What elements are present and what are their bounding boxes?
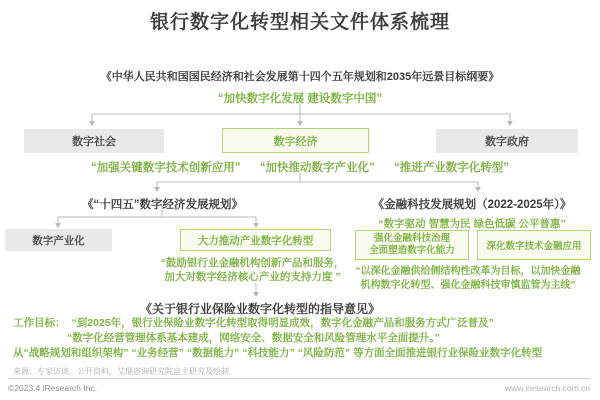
quote-industry-digitalization: “推进产业数字化转型” (393, 162, 509, 174)
quote-encourage-banks (130, 256, 375, 284)
quote-fintech-principles: “数字驱动 智慧为民 绿色低碳 公平普惠” (378, 218, 566, 230)
box-digital-industrialization: 数字产业化 (5, 229, 112, 251)
work-target-line2: “数字化经营管理体系基本建成，网络安全、数据安全和风险管理水平全面提升。” (67, 332, 440, 344)
doc-title-fintech-plan: 《金融科技发展规划（2022-2025年）》 (372, 199, 572, 211)
quote-digital-industrialization: “加快推动数字产业化” (259, 162, 375, 174)
doc-title-digital-economy-plan: 《“十四五”数字经济发展规划》 (82, 199, 243, 211)
source-note: 来源：专家访谈、公开资料，艾瑞咨询研究院自主研究及绘制 (13, 367, 229, 376)
box-deepen-digital-finance: 深化数字技术金融应用 (477, 230, 591, 260)
quote-tech-innovation: “加强关键数字技术创新应用” (91, 162, 241, 174)
box-fintech-governance-line1: 强化金融科技治理 (373, 233, 450, 244)
box-fintech-governance-line2: 全面塑造数字化能力 (369, 245, 455, 256)
work-target-line1 (13, 317, 494, 329)
work-target-quote1: “到2025年，银行业保险业数字化转型取得明显成效，数字化金融产品和服务方式广泛普及” (71, 317, 494, 329)
quote-supply-side-reform-line1: “以深化金融供给侧结构性改革为目标，以加快金融 (355, 266, 581, 277)
doc-title-guidance-opinion: 《关于银行业保险业数字化转型的指导意见》 (139, 302, 380, 316)
economy-quotes-row (0, 159, 600, 175)
work-target-line3: 从“战略规划和组织架构” “业务经营” “数据能力” “科技能力” “风险防范” 等方面全面推进银行业保险业数字化转型 (13, 347, 543, 359)
box-promote-digital-transformation: 大力推动产业数字化转型 (180, 229, 331, 251)
box-digital-economy: 数字经济 (222, 128, 369, 153)
box-digital-government: 数字政府 (436, 129, 578, 153)
quote-digital-china: “加快数字化发展 建设数字中国” (217, 93, 383, 105)
work-target-label: 工作目标： (13, 317, 66, 329)
website-link[interactable]: www.iresearch.com.cn (504, 383, 590, 393)
footer-divider (8, 378, 590, 379)
quote-encourage-banks-line2: 加大对数字经济核心产业的支持力度 ” (164, 271, 341, 283)
quote-supply-side-reform (340, 265, 596, 292)
quote-encourage-banks-line1: “鼓励银行业金融机构创新产品和服务， (160, 257, 345, 269)
copyright-text: ©2023.4 iResearch Inc. (8, 383, 97, 393)
quote-supply-side-reform-line2: 机构数字化转型、强化金融科技审慎监管为主线” (360, 279, 576, 291)
doc-title-five-year-plan: 《中华人民共和国国民经济和社会发展第十四个五年规划和2035年远景目标纲要》 (100, 71, 500, 83)
page-title: 银行数字化转型相关文件体系梳理 (149, 12, 450, 33)
box-digital-society: 数字社会 (24, 129, 164, 153)
